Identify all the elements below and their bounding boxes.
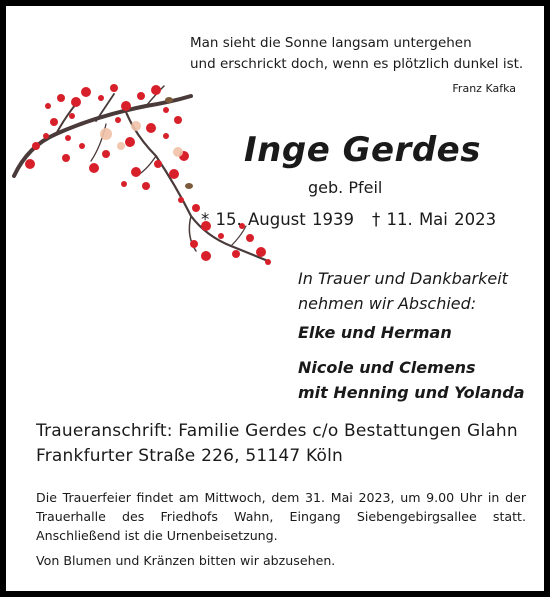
blossom <box>102 150 110 158</box>
address-line-2: Frankfurter Straße 226, 51147 Köln <box>36 446 344 466</box>
blossom <box>190 240 198 248</box>
blossom <box>178 197 184 203</box>
life-dates <box>201 210 496 229</box>
mourning-address <box>36 419 518 469</box>
blossom <box>62 154 70 162</box>
blossom <box>151 85 161 95</box>
blossom <box>81 87 91 97</box>
blossom <box>89 163 99 173</box>
ceremony-info: Die Trauerfeier findet am Mittwoch, dem 31. Mai 2023, um 9.00 Uhr in der Trauerhalle des Friedhofs Wahn, Eingang Siebengebirgsallee statt. Anschließend ist die Urnenbeisetzung. <box>36 490 526 543</box>
blossom <box>50 118 58 126</box>
blossom <box>121 101 131 111</box>
quote-author: Franz Kafka <box>452 82 516 95</box>
blossom <box>32 142 40 150</box>
family-2-line-1: Nicole und Clemens <box>298 358 476 377</box>
blossom <box>246 234 254 242</box>
blossom <box>163 133 169 139</box>
maiden-name: geb. Pfeil <box>308 178 383 197</box>
blossom <box>71 97 81 107</box>
blossom <box>232 250 240 258</box>
blossom <box>265 259 271 265</box>
address-line-1: Traueranschrift: Familie Gerdes c/o Bestattungen Glahn <box>36 421 518 441</box>
blossom <box>137 92 145 100</box>
blossom <box>169 169 179 179</box>
birth-date: * 15. August 1939 <box>201 210 354 229</box>
blossom <box>98 95 104 101</box>
blossom <box>115 117 121 123</box>
family-1: Elke und Herman <box>298 323 452 342</box>
blossom <box>69 113 75 119</box>
mourning-intro <box>298 266 508 316</box>
blossom <box>142 182 150 190</box>
quote-line-2: und erschrickt doch, wenn es plötzlich dunkel ist. <box>190 56 524 72</box>
mourning-intro-line-2: nehmen wir Abschied: <box>298 294 477 313</box>
blossom <box>192 204 200 212</box>
blossom <box>45 103 51 109</box>
blossom <box>65 135 71 141</box>
deceased-name: Inge Gerdes <box>244 130 481 170</box>
quote <box>190 33 523 75</box>
blossom <box>57 94 65 102</box>
blossom <box>146 123 156 133</box>
blossom <box>79 143 85 149</box>
mourning-intro-line-1: In Trauer und Dankbarkeit <box>298 269 508 288</box>
blossom <box>131 167 141 177</box>
blossom <box>43 133 49 139</box>
blossom <box>174 116 182 124</box>
blossom <box>25 159 35 169</box>
blossom <box>110 84 118 92</box>
blossom <box>125 137 135 147</box>
blossom <box>256 247 266 257</box>
flowers-note: Von Blumen und Kränzen bitten wir abzusehen. <box>36 553 336 568</box>
blossom <box>201 251 211 261</box>
blossom <box>121 181 127 187</box>
family-2-line-2: mit Henning und Yolanda <box>298 383 525 402</box>
blossom <box>218 233 224 239</box>
death-date: † 11. Mai 2023 <box>371 210 497 229</box>
cherry-blossom-branch-icon <box>6 76 286 286</box>
blossom <box>163 107 169 113</box>
quote-line-1: Man sieht die Sonne langsam untergehen <box>190 35 472 51</box>
family-2 <box>298 355 525 405</box>
blossom <box>154 160 162 168</box>
